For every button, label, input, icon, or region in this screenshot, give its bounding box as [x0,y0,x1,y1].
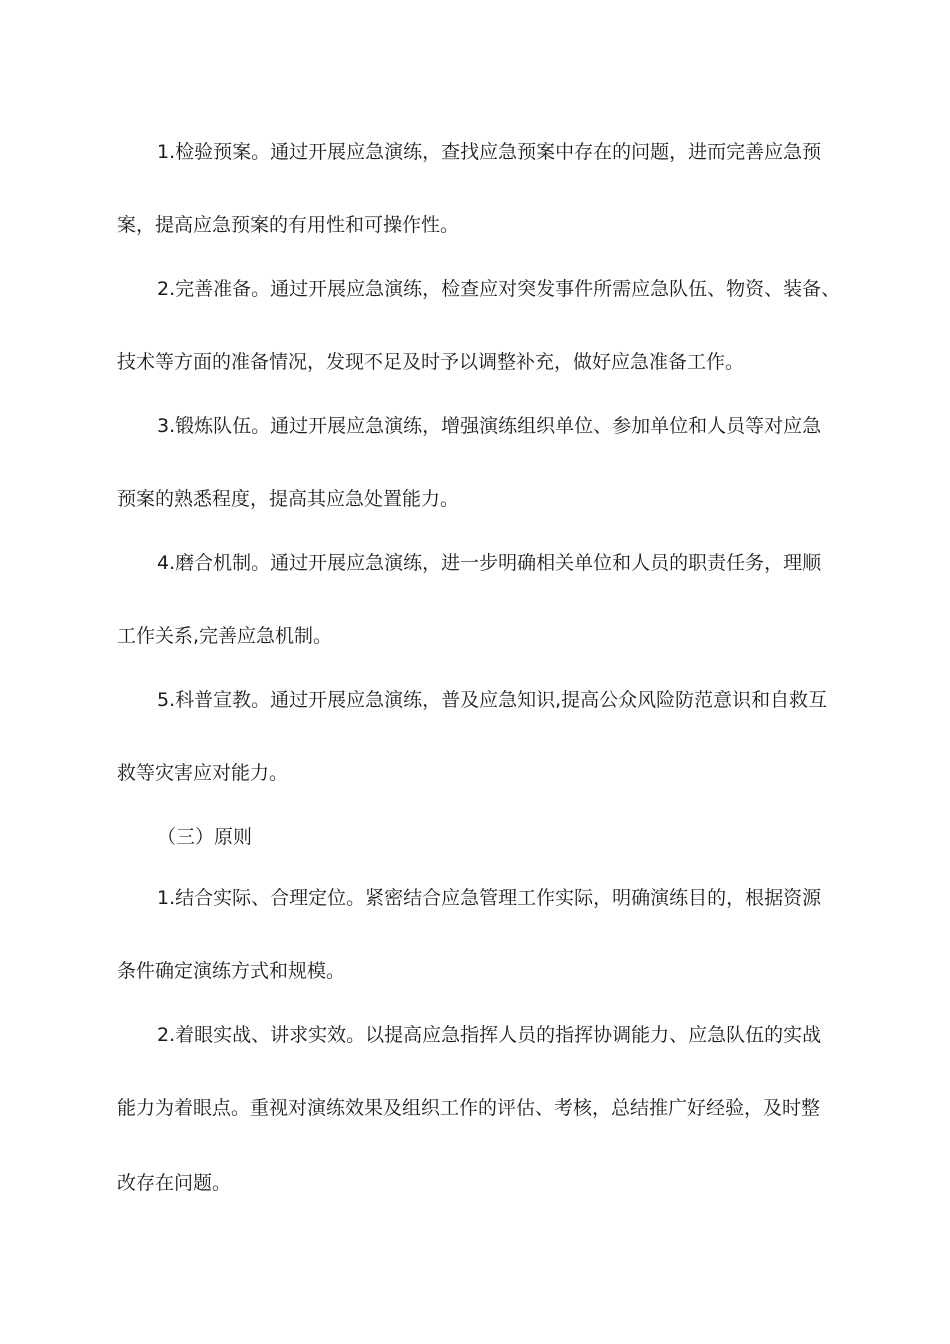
principle-1-line-1: 1.结合实际、合理定位。紧密结合应急管理工作实际，明确演练目的，根据资源 [157,887,822,909]
paragraph-5-line-2: 救等灾害应对能力。 [117,762,289,784]
paragraph-3-line-1: 3.锻炼队伍。通过开展应急演练，增强演练组织单位、参加单位和人员等对应急 [157,415,822,437]
paragraph-4-line-1: 4.磨合机制。通过开展应急演练，进一步明确相关单位和人员的职责任务，理顺 [157,552,822,574]
paragraph-2-line-2: 技术等方面的准备情况，发现不足及时予以调整补充，做好应急准备工作。 [117,351,745,373]
paragraph-4-line-2: 工作关系,完善应急机制。 [117,625,333,647]
paragraph-1-line-2: 案，提高应急预案的有用性和可操作性。 [117,214,460,236]
paragraph-5-line-1: 5.科普宣教。通过开展应急演练，普及应急知识,提高公众风险防范意识和自救互 [157,689,828,711]
paragraph-1-line-1: 1.检验预案。通过开展应急演练，查找应急预案中存在的问题，进而完善应急预 [157,141,822,163]
principle-2-line-1: 2.着眼实战、讲求实效。以提高应急指挥人员的指挥协调能力、应急队伍的实战 [157,1024,822,1046]
principle-2-line-3: 改存在问题。 [117,1172,232,1194]
section-heading: （三）原则 [157,826,253,848]
paragraph-3-line-2: 预案的熟悉程度，提高其应急处置能力。 [117,488,460,510]
principle-1-line-2: 条件确定演练方式和规模。 [117,960,346,982]
paragraph-2-line-1: 2.完善准备。通过开展应急演练，检查应对突发事件所需应急队伍、物资、装备、 [157,278,841,300]
principle-2-line-2: 能力为着眼点。重视对演练效果及组织工作的评估、考核，总结推广好经验，及时整 [117,1097,821,1119]
